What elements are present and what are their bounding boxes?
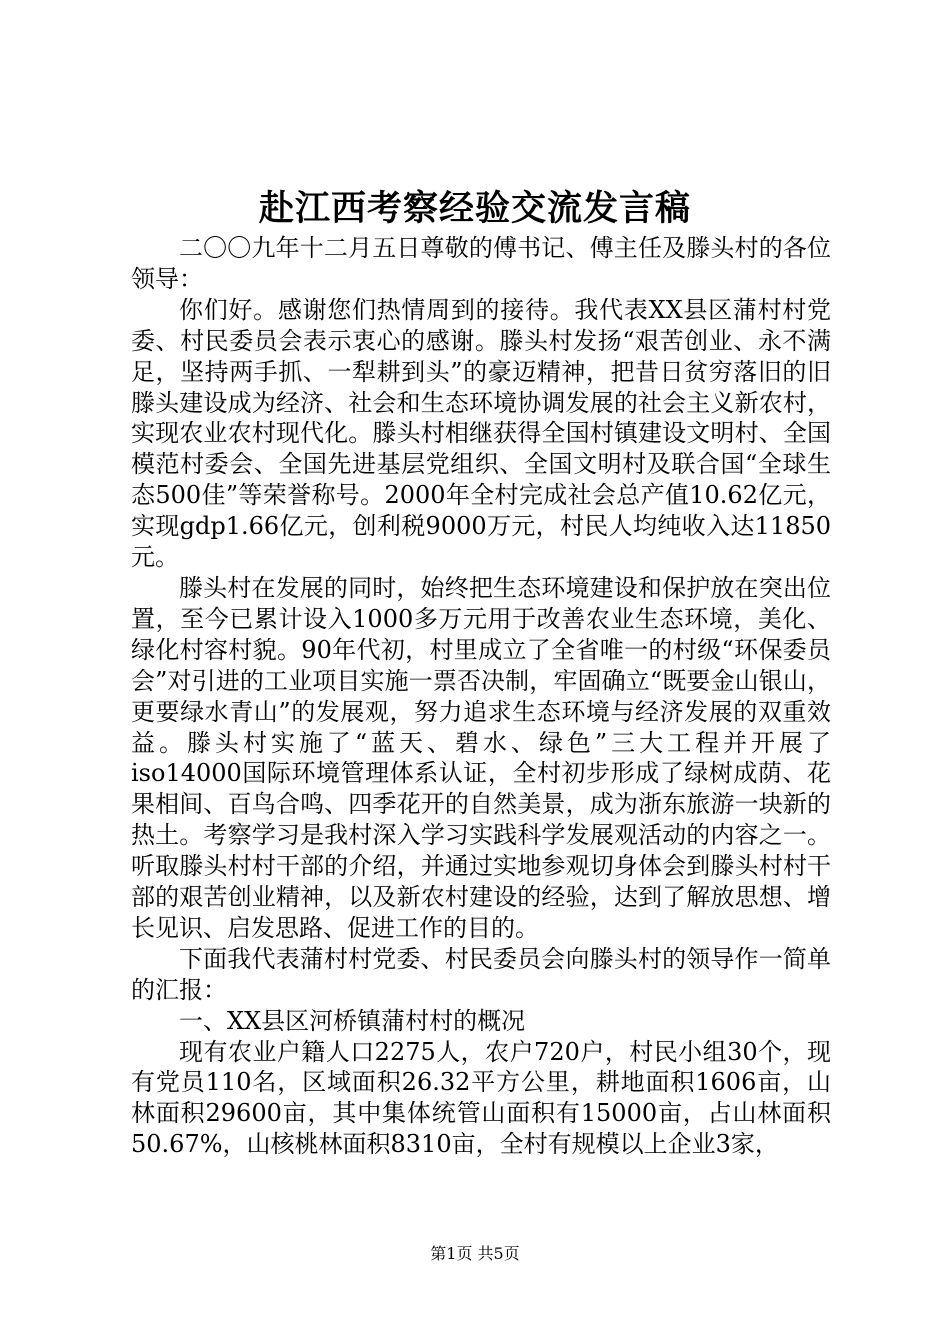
document-body bbox=[131, 233, 831, 1160]
paragraph-overview: 现有农业户籍人口2275人，农户720户，村民小组30个，现有党员110名，区域面积26.32平方公里，耕地面积1606亩，山林面积29600亩，其中集体统管山面积有15000亩，占山林面积50.67%，山核桃林面积8310亩，全村有规模以上企业3家， bbox=[131, 1037, 831, 1159]
paragraph-ecology: 滕头村在发展的同时，始终把生态环境建设和保护放在突出位置，至今已累计设入1000多万元用于改善农业生态环境，美化、绿化村容村貌。90年代初，村里成立了全省唯一的村级“环保委员会”对引进的工业项目实施一票否决制，牢固确立“既要金山银山，更要绿水青山”的发展观，努力追求生态环境与经济发展的双重效益。滕头村实施了“蓝天、碧水、绿色”三大工程并开展了iso14000国际环境管理体系认证，全村初步形成了绿树成荫、花果相间、百鸟合鸣、四季花开的自然美景，成为浙东旅游一块新的热土。考察学习是我村深入学习实践科学发展观活动的内容之一。听取滕头村村干部的介绍，并通过实地参观切身体会到滕头村村干部的艰苦创业精神，以及新农村建设的经验，达到了解放思想、增长见识、启发思路、促进工作的目的。 bbox=[131, 573, 831, 942]
paragraph-salutation: 二〇〇九年十二月五日尊敬的傅书记、傅主任及滕头村的各位领导： bbox=[131, 234, 831, 293]
page-footer: 第1页 共5页 bbox=[430, 1244, 520, 1263]
section-heading: 一、XX县区河桥镇蒲村村的概况 bbox=[179, 1006, 526, 1035]
paragraph-greeting: 你们好。感谢您们热情周到的接待。我代表XX县区蒲村村党委、村民委员会表示衷心的感谢。滕头村发扬“艰苦创业、永不满足，坚持两手抓、一犁耕到头”的豪迈精神，把昔日贫穷落旧的旧滕头建设成为经济、社会和生态环境协调发展的社会主义新农村，实现农业农村现代化。滕头村相继获得全国村镇建设文明村、全国模范村委会、全国先进基层党组织、全国文明村及联合国“全球生态500佳”等荣誉称号。2000年全村完成社会总产值10.62亿元，实现gdp1.66亿元，创利税9000万元，村民人均纯收入达11850元。 bbox=[131, 295, 831, 572]
page-title: 赴江西考察经验交流发言稿 bbox=[258, 188, 691, 229]
paragraph-report-intro: 下面我代表蒲村村党委、村民委员会向滕头村的领导作一简单的汇报： bbox=[131, 944, 831, 1004]
